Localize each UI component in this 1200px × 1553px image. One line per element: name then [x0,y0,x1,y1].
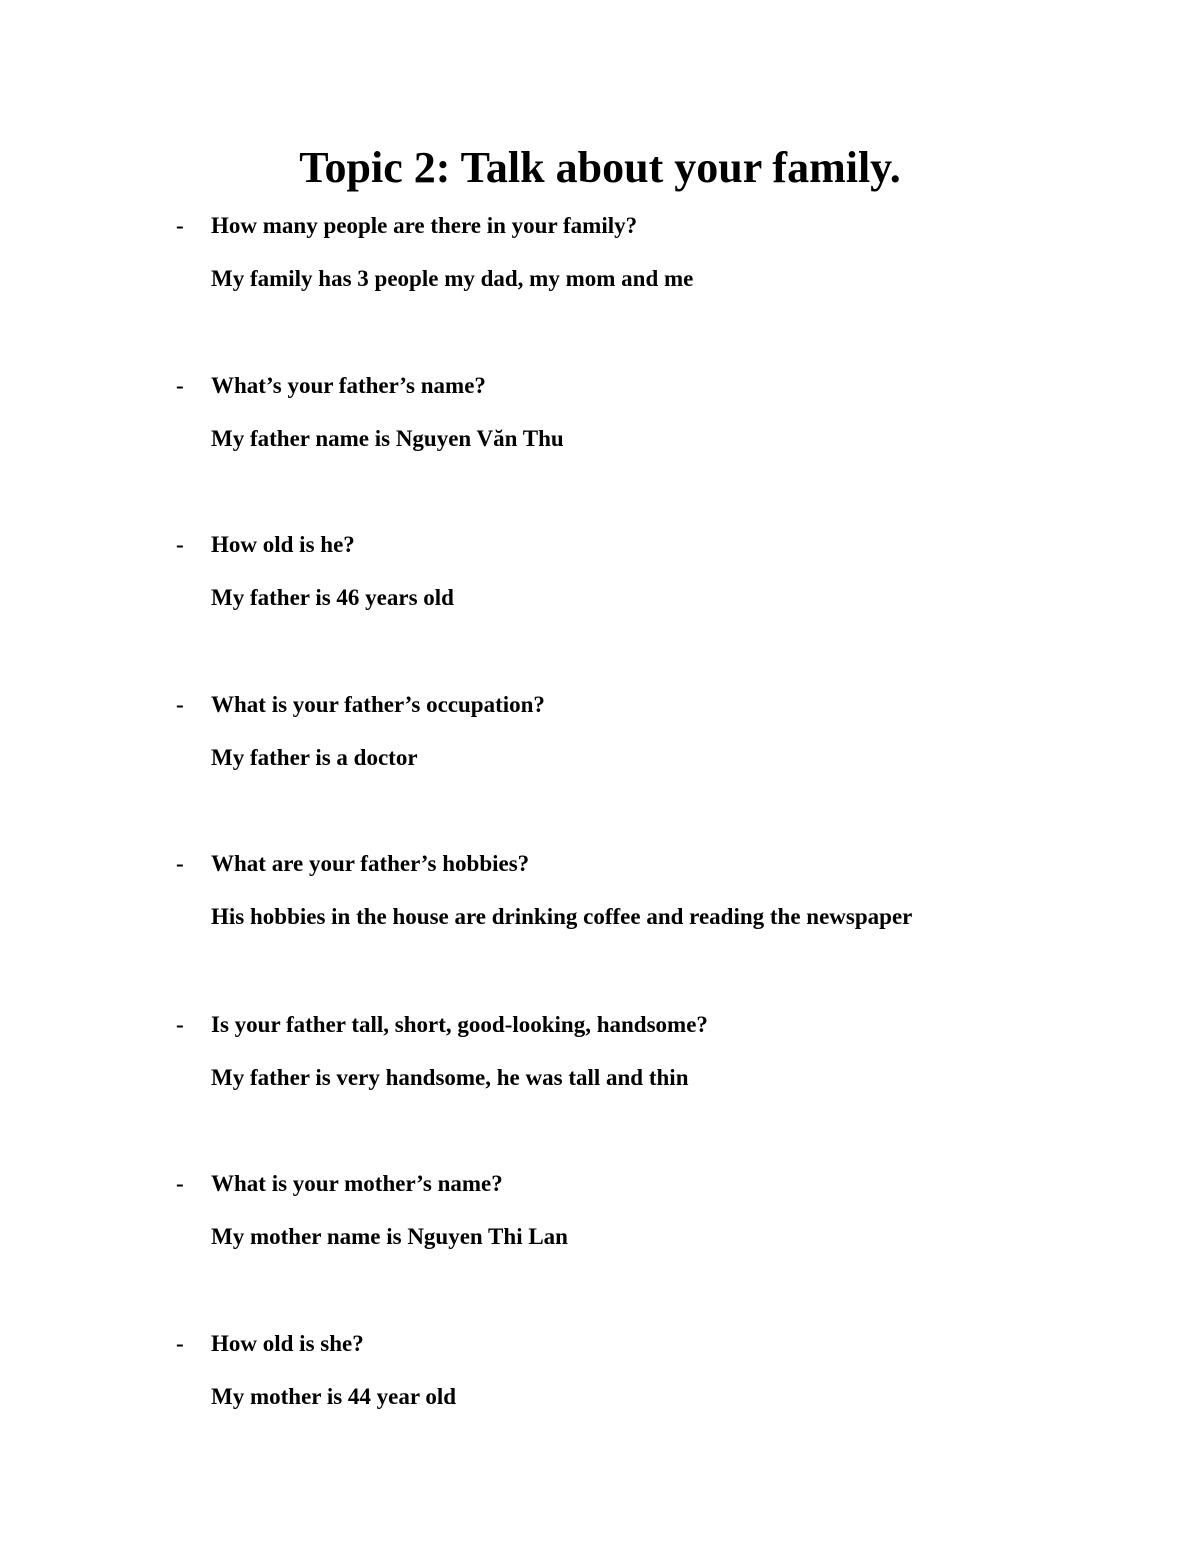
answer-text: His hobbies in the house are drinking coffee and reading the newspaper [211,904,913,929]
question-text: What is your mother’s name? [211,1171,503,1196]
answer-text: My father is a doctor [211,745,418,770]
bullet-dash: - [176,851,184,876]
bullet-dash: - [176,213,184,238]
question-text: How many people are there in your family? [211,213,638,238]
question-text: What’s your father’s name? [211,373,486,398]
question-text: How old is he? [211,532,355,557]
question-text: What are your father’s hobbies? [211,851,530,876]
qa-item [0,531,1200,641]
question-text: Is your father tall, short, good-looking, handsome? [211,1012,708,1037]
bullet-dash: - [176,692,184,717]
bullet-dash: - [176,532,184,557]
bullet-dash: - [176,1331,184,1356]
qa-item [0,1011,1200,1121]
bullet-dash: - [176,1012,184,1037]
answer-text: My mother is 44 year old [211,1384,457,1409]
question-text: How old is she? [211,1331,364,1356]
qa-item [0,850,1200,960]
bullet-dash: - [176,1171,184,1196]
qa-item [0,691,1200,801]
bullet-dash: - [176,373,184,398]
qa-item [0,212,1200,322]
page-title: Topic 2: Talk about your family. [299,143,901,192]
answer-text: My father name is Nguyen Văn Thu [211,426,564,451]
answer-text: My father is very handsome, he was tall and thin [211,1065,689,1090]
answer-text: My father is 46 years old [211,585,454,610]
qa-item [0,372,1200,482]
qa-item [0,1170,1200,1280]
qa-item [0,1330,1200,1440]
answer-text: My family has 3 people my dad, my mom and me [211,266,694,291]
question-text: What is your father’s occupation? [211,692,545,717]
answer-text: My mother name is Nguyen Thi Lan [211,1224,568,1249]
